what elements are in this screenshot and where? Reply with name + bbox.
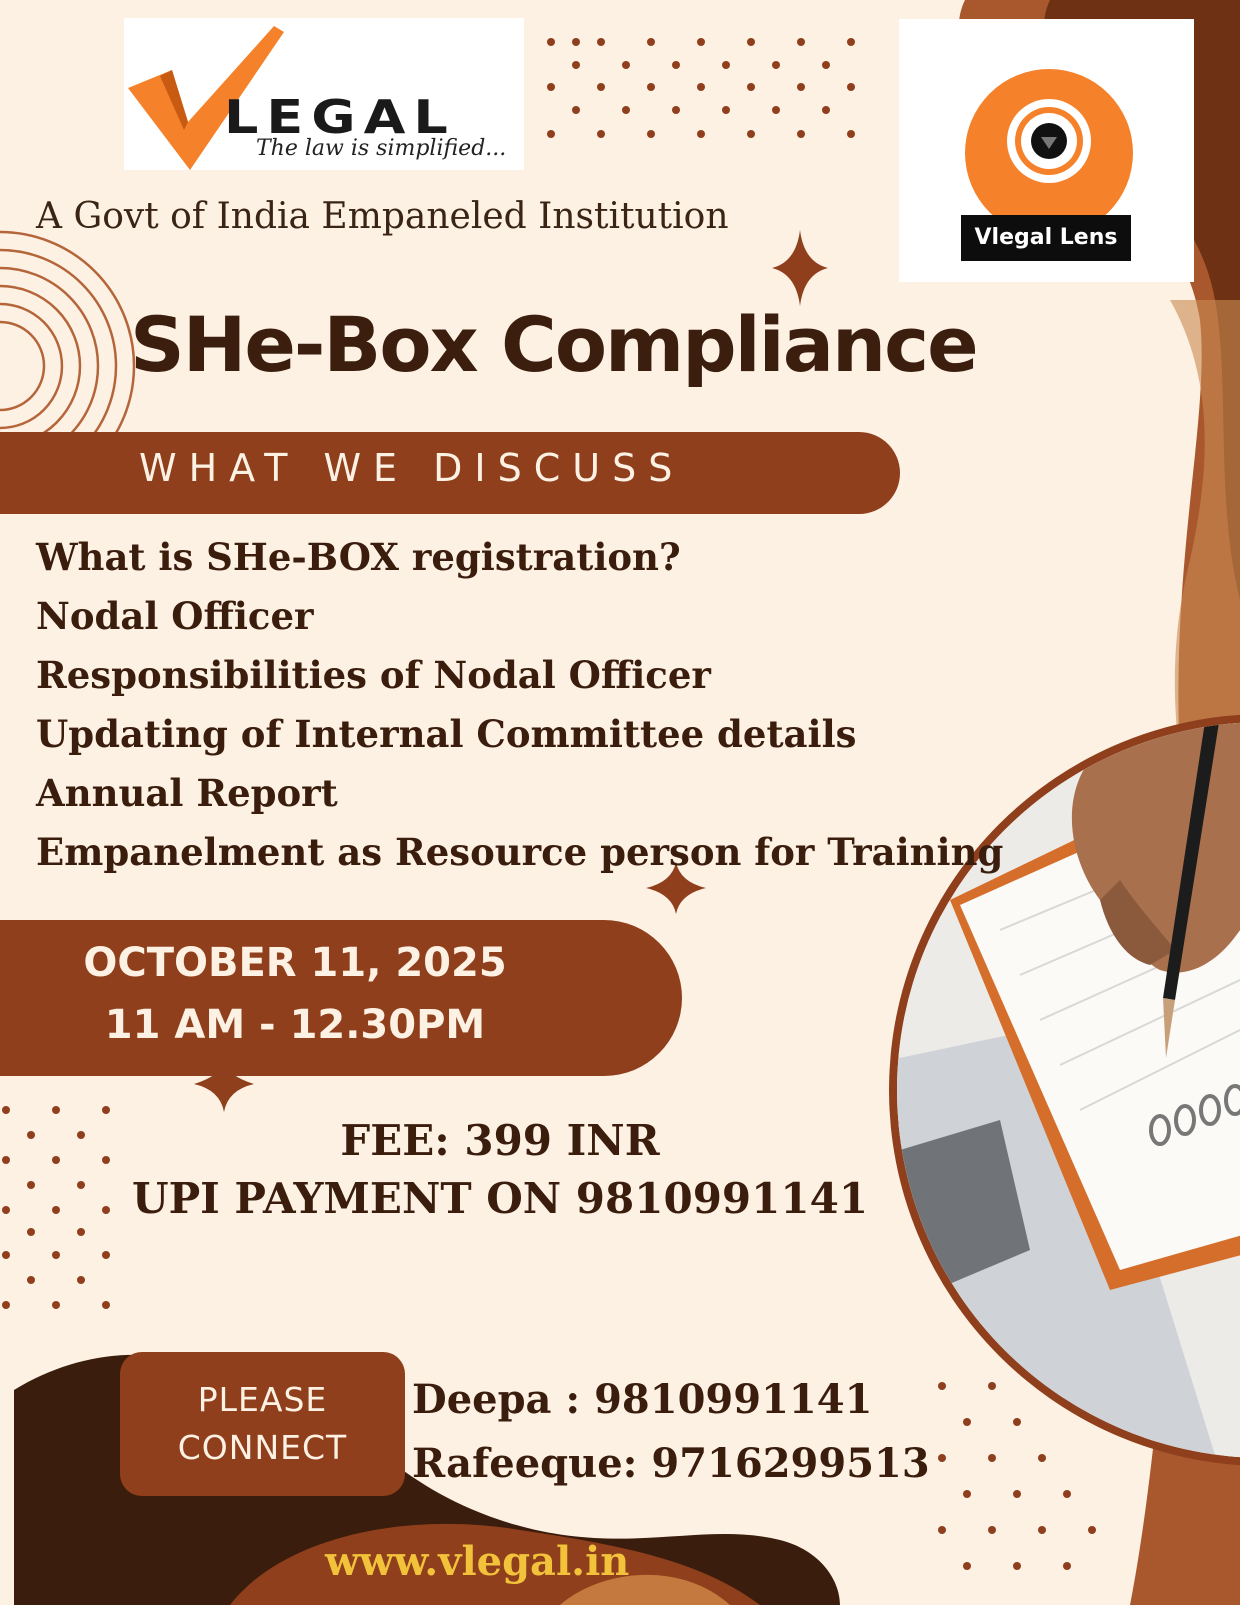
website-link[interactable]: www.vlegal.in: [325, 1538, 630, 1585]
connect-line-2: CONNECT: [177, 1428, 348, 1467]
please-connect-button[interactable]: [120, 1352, 405, 1496]
sparkle-icon: [772, 230, 828, 306]
list-item: Annual Report: [36, 771, 338, 815]
vlegal-logo: [124, 18, 524, 170]
fee-amount: FEE: 399 INR: [340, 1116, 660, 1165]
dot-grid-top: [547, 38, 855, 138]
event-date: OCTOBER 11, 2025: [83, 940, 507, 986]
connect-line-1: PLEASE: [197, 1380, 328, 1419]
contact-deepa[interactable]: Deepa : 9810991141: [412, 1376, 873, 1423]
logo-tagline: The law is simplified...: [256, 136, 507, 161]
fee-block: [120, 1112, 880, 1228]
list-item: Nodal Officer: [36, 594, 314, 638]
topic-list: [36, 528, 1003, 882]
lens-icon: [965, 69, 1133, 237]
list-item: Updating of Internal Committee details: [36, 712, 857, 756]
discuss-heading: WHAT WE DISCUSS: [139, 446, 685, 490]
lens-label: Vlegal Lens: [961, 215, 1131, 261]
list-item: What is SHe-BOX registration?: [36, 535, 681, 579]
logo-wordmark: LEGAL: [224, 90, 456, 145]
contact-list: [412, 1368, 930, 1496]
list-item: Empanelment as Resource person for Training: [36, 830, 1004, 874]
event-time: 11 AM - 12.30PM: [104, 1002, 486, 1048]
page-title: SHe-Box Compliance: [130, 300, 977, 389]
contact-rafeeque[interactable]: Rafeeque: 9716299513: [412, 1440, 930, 1487]
list-item: Responsibilities of Nodal Officer: [36, 653, 711, 697]
event-date-banner: [0, 920, 682, 1076]
upi-payment: UPI PAYMENT ON 9810991141: [131, 1174, 869, 1223]
dot-grid-left: [2, 1106, 110, 1309]
institution-subtitle: A Govt of India Empaneled Institution: [36, 196, 729, 237]
vlegal-lens-logo: [899, 19, 1194, 282]
right-light-wave: [1170, 300, 1240, 760]
